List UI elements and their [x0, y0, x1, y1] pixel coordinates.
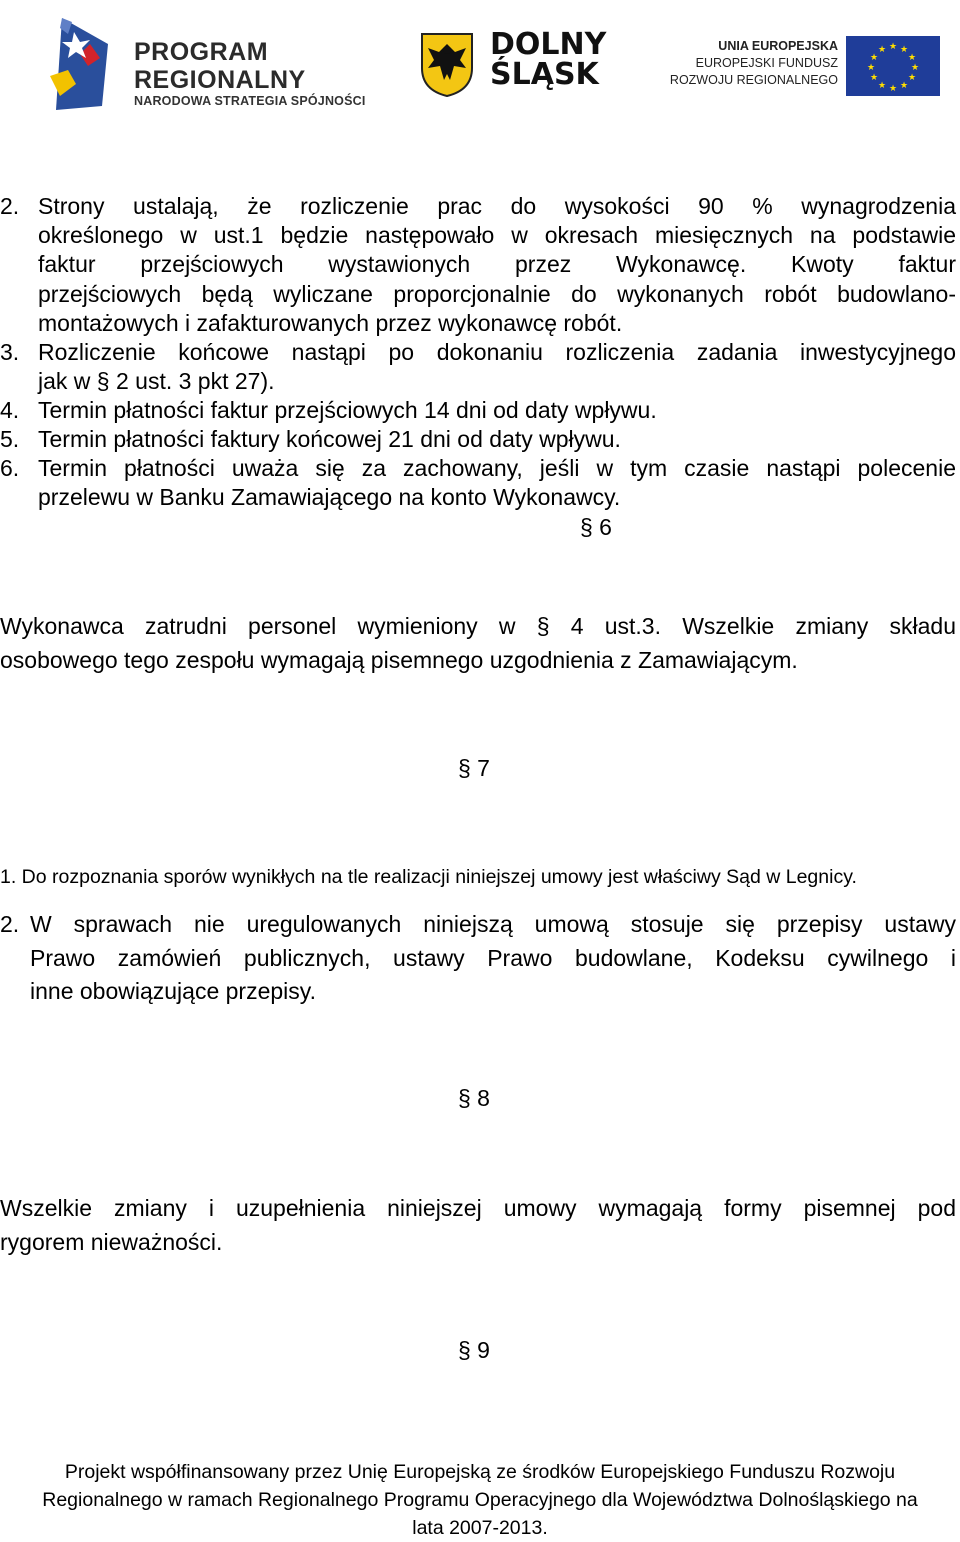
item-number: 6. — [0, 455, 20, 481]
svg-text:★: ★ — [877, 81, 887, 91]
text-line: faktur przejściowych wystawionych przez Wykonawcę. Kwoty faktur — [38, 251, 956, 278]
text-line: Termin płatności uważa się za zachowany, jeśli w tym czasie nastąpi polecenie — [38, 455, 956, 481]
section-9-heading: § 9 — [458, 1337, 490, 1363]
program-regionalny-emblem-icon — [50, 14, 130, 114]
text-line: przejściowych będą wyliczane proporcjonalnie do wykonanych robót budowlano- — [38, 280, 956, 307]
text-line: Wykonawca zatrudni personel wymieniony w § 4 ust.3. Wszelkie zmiany składu — [0, 613, 956, 639]
program-logo-subtitle: NARODOWA STRATEGIA SPÓJNOŚCI — [134, 94, 366, 108]
eu-logo-line2: EUROPEJSKI FUNDUSZ — [695, 56, 838, 70]
item-number: 2. — [0, 911, 20, 937]
text-line: osobowego tego zespołu wymagają pisemnego uzgodnienia z Zamawiającym. — [0, 646, 798, 673]
svg-text:★: ★ — [877, 45, 887, 55]
text-line: przelewu w Banku Zamawiającego na konto Wykonawcy. — [38, 484, 621, 511]
svg-text:★: ★ — [907, 53, 917, 63]
section-8-paragraph — [0, 1192, 956, 1259]
item-number: 2. — [0, 193, 20, 219]
coat-of-arms-icon — [418, 32, 476, 98]
svg-text:★: ★ — [888, 84, 898, 94]
footer — [0, 1458, 960, 1542]
text-line: Termin płatności faktury końcowej 21 dni od daty wpływu. — [38, 426, 621, 452]
text-line: Prawo zamówień publicznych, ustawy Prawo budowlane, Kodeksu cywilnego i — [30, 944, 956, 971]
item-number: 4. — [0, 397, 20, 423]
text-line: montażowych i zafakturowanych przez wykonawcę robót. — [38, 309, 623, 336]
program-logo-line2: REGIONALNY — [134, 66, 306, 94]
svg-text:★: ★ — [888, 42, 898, 52]
svg-text:★: ★ — [899, 45, 909, 55]
section-6-heading: § 6 — [580, 514, 612, 540]
text-line: inne obowiązujące przepisy. — [30, 978, 316, 1004]
text-line: Wszelkie zmiany i uzupełnienia niniejszej umowy wymagają formy pisemnej pod — [0, 1195, 956, 1221]
text-line: określonego w ust.1 będzie następowało w okresach miesięcznych na podstawie — [38, 222, 956, 249]
program-regionalny-logo — [50, 14, 366, 114]
footer-line: Projekt współfinansowany przez Unię Europejską ze środków Europejskiego Funduszu Rozwoju — [64, 1461, 896, 1483]
program-logo-line1: PROGRAM — [134, 38, 269, 66]
region-logo-line2: ŚLĄSK — [490, 57, 599, 92]
text-line: Rozliczenie końcowe nastąpi po dokonaniu rozliczenia zadania inwestycyjnego — [38, 339, 956, 365]
section-7-heading: § 7 — [458, 755, 490, 781]
text-line: W sprawach nie uregulowanych niniejszą umową stosuje się przepisy ustawy — [30, 911, 956, 937]
svg-text:★: ★ — [899, 81, 909, 91]
svg-text:★: ★ — [907, 73, 917, 83]
svg-text:★: ★ — [910, 63, 920, 73]
item-number: 5. — [0, 426, 20, 452]
dolny-slask-logo — [418, 27, 618, 100]
svg-text:★: ★ — [866, 63, 876, 73]
footer-line: lata 2007-2013. — [412, 1517, 548, 1539]
text-line: Strony ustalają, że rozliczenie prac do wysokości 90 % wynagrodzenia — [38, 193, 956, 219]
text-line: rygorem nieważności. — [0, 1228, 223, 1255]
section-8-heading: § 8 — [458, 1085, 490, 1111]
item-number: 3. — [0, 339, 20, 365]
region-logo-line1: DOLNY — [490, 27, 607, 62]
footer-line: Regionalnego w ramach Regionalnego Programu Operacyjnego dla Województwa Dolnośląskiego na — [42, 1489, 918, 1511]
section-7-item-1: 1. Do rozpoznania sporów wynikłych na tle realizacji niniejszej umowy jest właściwy Sąd w Legnicy. — [0, 866, 857, 888]
eu-logo — [669, 36, 942, 96]
text-line: Termin płatności faktur przejściowych 14 dni od daty wpływu. — [38, 397, 657, 423]
eu-logo-line1: UNIA EUROPEJSKA — [718, 39, 838, 53]
eu-flag-icon — [846, 36, 940, 96]
svg-text:★: ★ — [869, 53, 879, 63]
eu-logo-line3: ROZWOJU REGIONALNEGO — [669, 73, 838, 87]
svg-text:★: ★ — [869, 73, 879, 83]
text-line: jak w § 2 ust. 3 pkt 27). — [38, 368, 275, 395]
section-6-paragraph — [0, 610, 956, 677]
